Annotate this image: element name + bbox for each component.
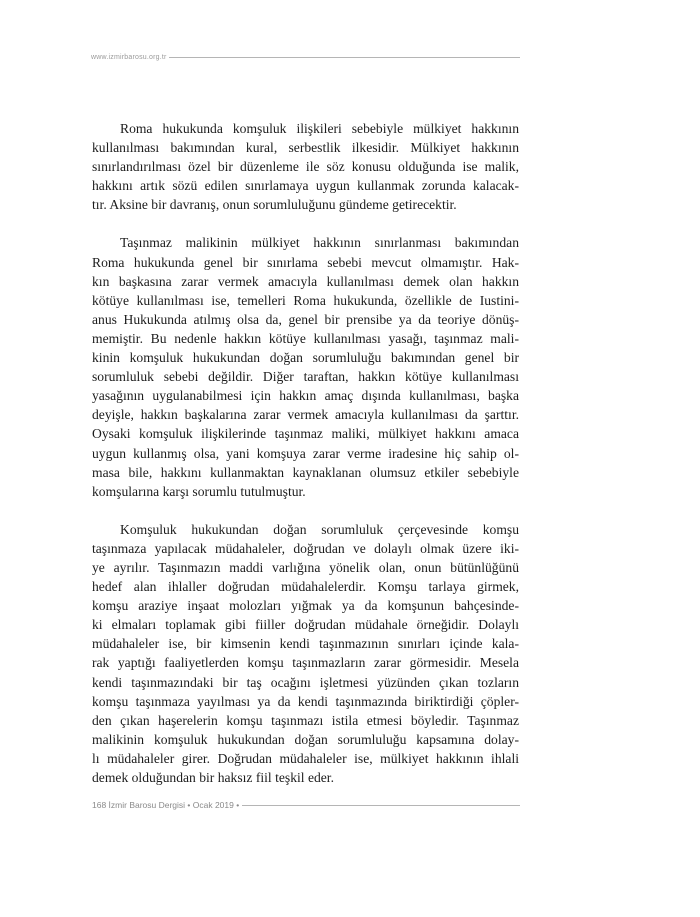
text-line: uygun kullanmış olsa, yani komşuya zarar verme iradesine hiç sahip ol-: [92, 445, 519, 461]
text-line: kinin komşuluk hukukundan doğan sorumluluğu bakımından genel bir: [92, 350, 519, 366]
paragraph: [92, 233, 519, 500]
text-line: sorumluluk sebebi değildir. Diğer taraftan, hakkın kötüye kullanılması: [92, 369, 519, 385]
text-line: Roma hukukunda komşuluk ilişkileri sebebiyle mülkiyet hakkının: [120, 121, 519, 136]
header-url: www.izmirbarosu.org.tr: [91, 54, 167, 61]
text-line: den çıkan haşerelerin komşu taşınmazı istila etmesi böyledir. Taşınmaz: [92, 712, 519, 728]
text-line: Taşınmaz malikinin mülkiyet hakkının sınırlanması bakımından: [120, 235, 519, 251]
text-line: tır. Aksine bir davranış, onun sorumluluğunu gündeme getirecektir.: [92, 197, 457, 213]
page-footer: [92, 800, 520, 810]
page-header: [91, 54, 520, 61]
text-line: kın başkasına zarar vermek amacıyla kullanılması demek olan hakkın: [92, 273, 519, 289]
text-line: kullanılması bakımından kural, serbestlik ilkesidir. Mülkiyet hakkının: [92, 140, 519, 156]
text-line: Oysaki komşuluk ilişkilerinde taşınmaz maliki, mülkiyet hakkını amaca: [92, 426, 519, 442]
footer-text: 168 İzmir Barosu Dergisi • Ocak 2019 •: [92, 800, 240, 810]
text-line: Komşuluk hukukundan doğan sorumluluk çerçevesinde komşu: [120, 521, 519, 537]
paragraph: [92, 119, 519, 214]
text-line: hedef alan ihlaller doğrudan müdahalelerdir. Komşu tarlaya girmek,: [92, 579, 519, 595]
text-line: komşularına karşı sorumlu tutulmuştur.: [92, 483, 306, 499]
text-line: yasağının uygulanabilmesi için hakkın amaç dışında kullanılması, başka: [92, 388, 519, 404]
text-line: kötüye kullanılması ise, temelleri Roma hukukunda, özellikle de Iustini-: [92, 292, 519, 308]
text-line: malikinin komşuluk hukukundan doğan sorumluluğu kapsamına dolay-: [92, 731, 519, 747]
text-line: masa bile, hakkını kullanmaktan kaynaklanan olumsuz etkiler sebebiyle: [92, 464, 519, 480]
text-line: lı müdahaleler girer. Doğrudan müdahaleler ise, mülkiyet hakkının ihlali: [92, 750, 519, 766]
text-line: deyişle, hakkın başkalarına zarar vermek amacıyla kullanılması da şarttır.: [92, 407, 519, 423]
text-line: sınırlandırılması özel bir düzenleme ile söz konusu olduğunda ise malik,: [92, 159, 519, 175]
text-line: memiştir. Bu nedenle hakkın kötüye kullanılması yasağı, taşınmaz mali-: [92, 330, 519, 346]
body-text: [92, 119, 519, 806]
text-line: müdahaleler ise, bir kimsenin kendi taşınmazının sınırları içinde kala-: [92, 636, 519, 652]
text-line: ki elmaları toplamak gibi fiiller doğrudan müdahale örneğidir. Dolaylı: [92, 617, 519, 633]
paragraph: [92, 520, 519, 787]
text-line: komşu taşınmaza yayılması ya da kendi taşınmazında biriktirdiği çöpler-: [92, 693, 519, 709]
text-line: Roma hukukunda genel bir sınırlama sebebi mevcut olmamıştır. Hak-: [92, 254, 519, 270]
text-line: komşu araziye inşaat molozları yığmak ya da komşunun bahçesinde-: [92, 598, 519, 614]
text-line: ye ayrılır. Taşınmazın maddi varlığına yönelik olan, onun bütünlüğünü: [92, 559, 519, 575]
text-line: taşınmaza yapılacak müdahaleler, doğrudan ve dolaylı olmak üzere iki-: [92, 540, 519, 556]
text-line: demek olduğundan bir haksız fiil teşkil eder.: [92, 770, 334, 785]
text-line: anus Hukukunda atılmış olsa da, genel bir prensibe ya da teoriye dönüş-: [92, 311, 519, 327]
text-line: kendi taşınmazındaki bir taş ocağını işletmesi yüzünden çıkan tozların: [92, 674, 519, 690]
footer-rule: [242, 805, 520, 806]
header-rule: [169, 57, 520, 58]
text-line: rak yaptığı faaliyetlerden komşu taşınmazların zarar görmesidir. Mesela: [92, 655, 519, 671]
text-line: hakkını artık sözü edilen sınırlamaya uygun kullanmak zorunda kalacak-: [92, 178, 519, 194]
